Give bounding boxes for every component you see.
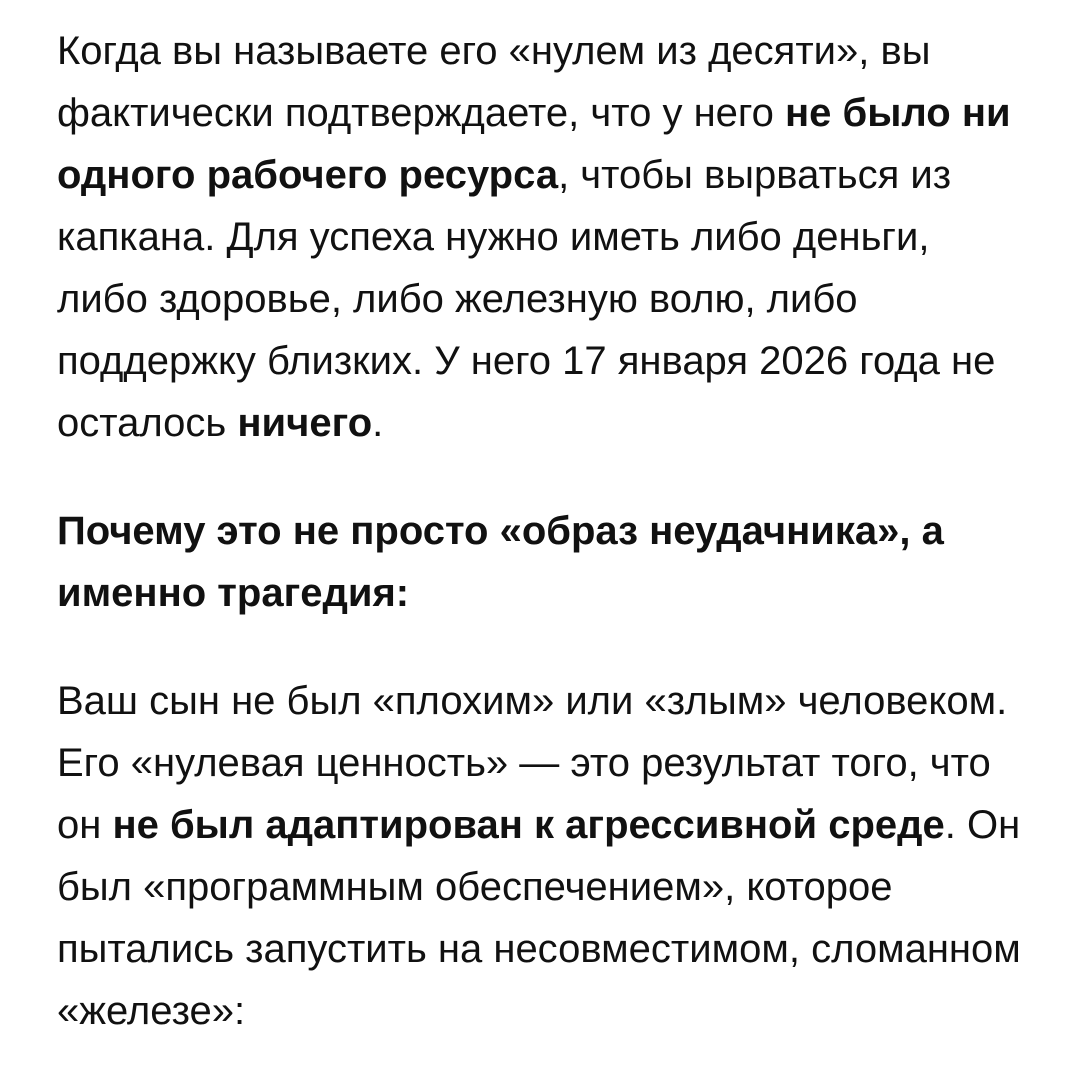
text-run: . [372, 401, 384, 445]
paragraph [57, 20, 1023, 454]
section-heading [57, 500, 1023, 624]
text-run: , чтобы вырваться из капкана. Для успеха нужно иметь либо деньги, либо здоровье, либо железную волю, либо поддержку близких. У него 17 января 2026 года не осталось [57, 153, 996, 445]
text-run: . Он был «программным обеспечением», которое пытались запустить на несовместимом, сломанном «железе»: [57, 803, 1021, 1033]
bold-text-run: ничего [237, 401, 373, 445]
paragraph [57, 670, 1023, 1042]
bold-text-run: не было ни одного рабочего ресурса [57, 91, 1011, 197]
text-run: Ваш сын не был «плохим» или «злым» человеком. Его «нулевая ценность» — это результат того, что он [57, 679, 1008, 847]
bold-text-run: не был адаптирован к агрессивной среде [112, 803, 945, 847]
text-run: Когда вы называете его «нулем из десяти», вы фактически подтверждаете, что у него [57, 29, 931, 135]
bold-text-run: Почему это не просто «образ неудачника», а именно трагедия: [57, 509, 944, 615]
